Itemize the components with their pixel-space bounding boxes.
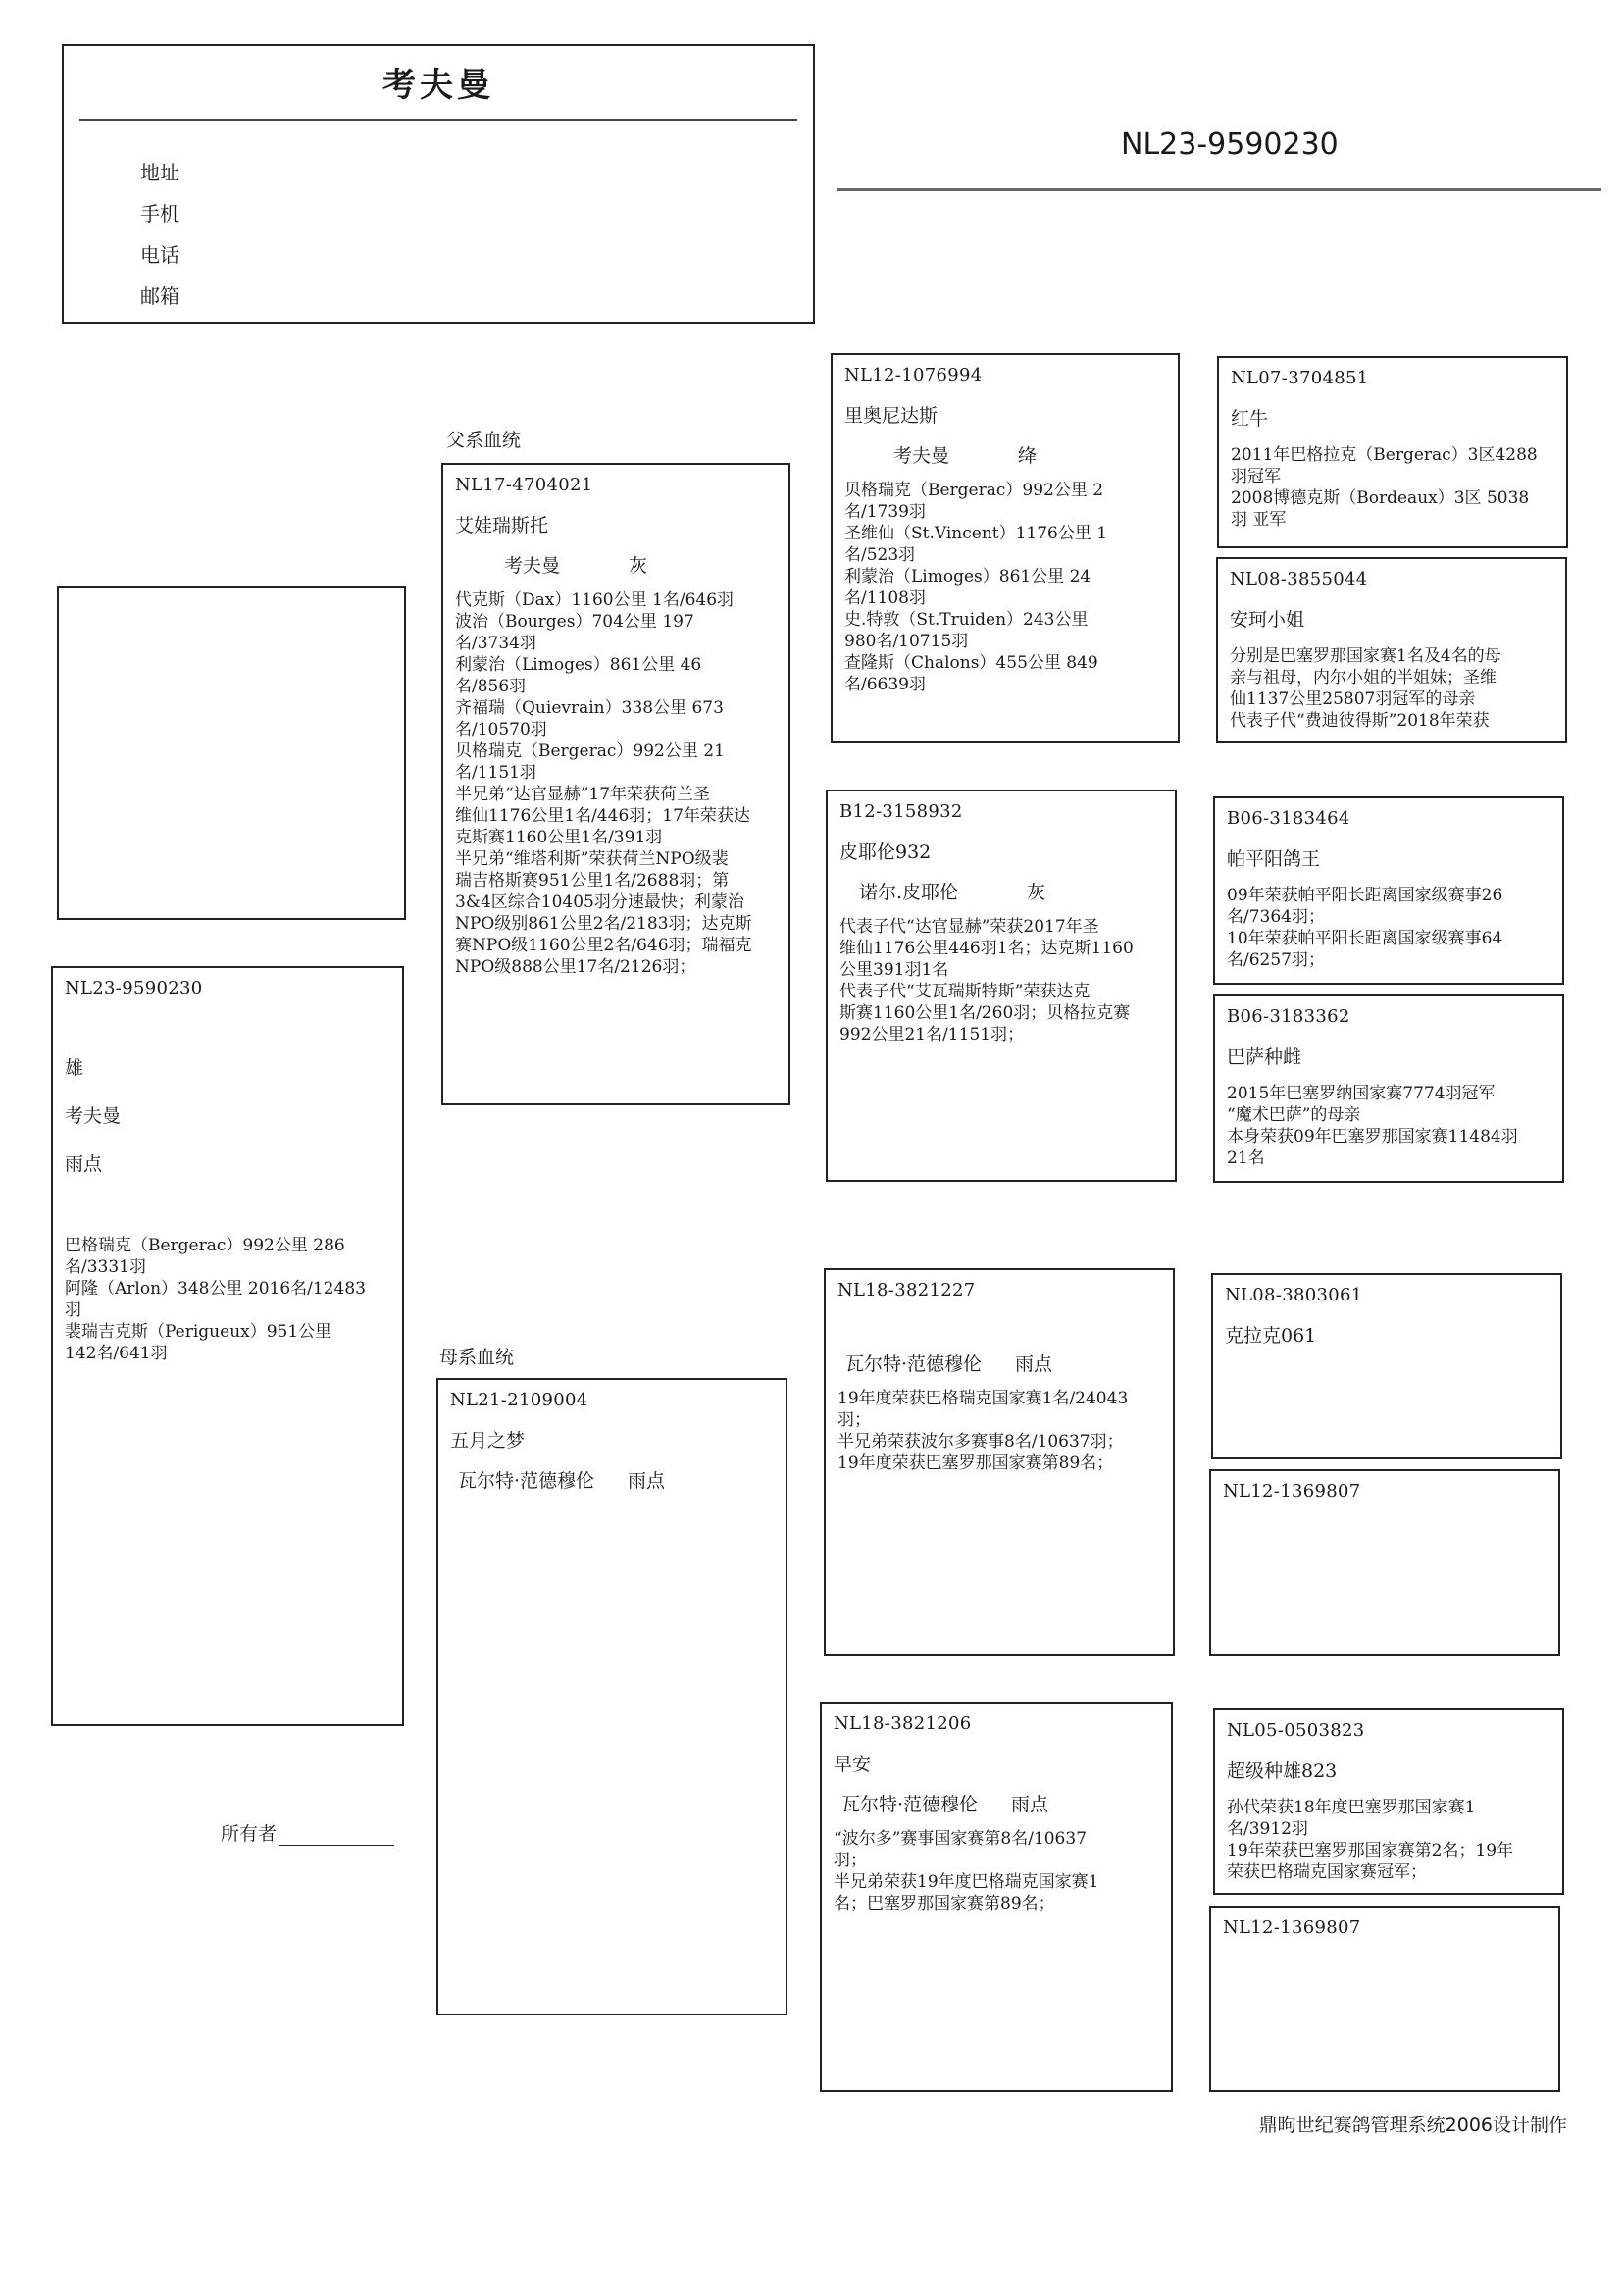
result-line: 利蒙治（Limoges）861公里 46 bbox=[455, 655, 702, 675]
ds-results bbox=[837, 1388, 1161, 1474]
top-right-rule bbox=[837, 188, 1601, 191]
dd-results bbox=[834, 1828, 1159, 1914]
dam-owner-color bbox=[458, 1466, 774, 1493]
result-line: 贝格瑞克（Bergerac）992公里 21 bbox=[455, 741, 725, 761]
sire-owner: 考夫曼 bbox=[504, 555, 561, 577]
result-line: 142名/641羽 bbox=[65, 1344, 168, 1363]
sds-results bbox=[1227, 885, 1550, 971]
ds-owner-color bbox=[845, 1350, 1161, 1376]
sd-card bbox=[826, 790, 1177, 1182]
result-line: 半兄弟荣获波尔多赛事8名/10637羽； bbox=[837, 1432, 1124, 1452]
result-line: 荣获巴格瑞克国家赛冠军； bbox=[1227, 1862, 1427, 1882]
result-line: 2011年巴格拉克（Bergerac）3区4288 bbox=[1231, 445, 1538, 465]
ddd-ring: NL12-1369807 bbox=[1223, 1917, 1361, 1938]
dam-ring: NL21-2109004 bbox=[450, 1390, 588, 1410]
result-line: 名/3912羽 bbox=[1227, 1819, 1308, 1839]
subject-results bbox=[65, 1235, 390, 1364]
result-line: 名/1108羽 bbox=[844, 588, 926, 608]
dd-owner-color bbox=[841, 1790, 1159, 1816]
result-line: 代表子代“达官显赫”荣获2017年圣 bbox=[839, 917, 1099, 937]
dd-color: 雨点 bbox=[1011, 1794, 1049, 1815]
result-line: 齐福瑞（Quievrain）338公里 673 bbox=[455, 698, 724, 718]
owner-blank-line bbox=[279, 1827, 394, 1846]
result-line: 名/3331羽 bbox=[65, 1257, 146, 1277]
sdd-name: 巴萨种雌 bbox=[1227, 1046, 1302, 1068]
dam-line-label: 母系血统 bbox=[439, 1347, 515, 1368]
mobile-label: 手机 bbox=[140, 202, 179, 226]
sdd-ring: B06-3183362 bbox=[1227, 1006, 1350, 1027]
sd-owner: 诺尔.皮耶伦 bbox=[859, 882, 959, 903]
sd-color: 灰 bbox=[1027, 882, 1046, 903]
subject-owner: 考夫曼 bbox=[65, 1105, 122, 1127]
email-label: 邮箱 bbox=[140, 284, 179, 308]
result-line: 名/1151羽 bbox=[455, 763, 536, 783]
sd-owner-color bbox=[859, 878, 1163, 904]
dds-ring: NL05-0503823 bbox=[1227, 1720, 1365, 1741]
result-line: 名/523羽 bbox=[844, 545, 916, 565]
result-line: 公里391羽1名 bbox=[839, 960, 949, 980]
photo-frame bbox=[57, 586, 406, 920]
ds-owner: 瓦尔特·范德穆伦 bbox=[845, 1353, 983, 1375]
ss-owner: 考夫曼 bbox=[893, 445, 950, 467]
result-line: 斯赛1160公里1名/260羽；贝格拉克赛 bbox=[839, 1003, 1131, 1023]
subject-sex: 雄 bbox=[65, 1057, 84, 1079]
result-line: 名/6639羽 bbox=[844, 675, 926, 694]
dam-owner: 瓦尔特·范德穆伦 bbox=[458, 1470, 595, 1492]
sds-card bbox=[1213, 796, 1564, 985]
sss-name: 红牛 bbox=[1231, 408, 1269, 430]
sire-color: 灰 bbox=[629, 555, 648, 577]
result-line: 利蒙治（Limoges）861公里 24 bbox=[844, 567, 1091, 586]
sss-results bbox=[1231, 444, 1554, 531]
owner-label: 所有者 bbox=[221, 1823, 278, 1845]
subject-ring: NL23-9590230 bbox=[65, 978, 203, 998]
result-line: 10年荣获帕平阳长距离国家级赛事64 bbox=[1227, 929, 1503, 948]
dds-name: 超级种雄823 bbox=[1227, 1760, 1338, 1782]
subject-color: 雨点 bbox=[65, 1153, 103, 1175]
dsd-card bbox=[1209, 1469, 1560, 1656]
result-line: 09年荣获帕平阳长距离国家级赛事26 bbox=[1227, 886, 1503, 905]
sire-card bbox=[441, 463, 790, 1105]
result-line: 赛NPO级1160公里2名/646羽；瑞福克 bbox=[455, 936, 752, 955]
result-line: 维仙1176公里1名/446羽；17年荣获达 bbox=[455, 806, 750, 826]
result-line: 980名/10715羽 bbox=[844, 632, 969, 651]
result-line: 亲与祖母，内尔小姐的半姐妹；圣维 bbox=[1230, 668, 1497, 688]
sd-ring: B12-3158932 bbox=[839, 801, 963, 822]
result-line: “波尔多”赛事国家赛第8名/10637 bbox=[834, 1829, 1088, 1849]
result-line: 羽冠军 bbox=[1231, 467, 1281, 486]
result-line: 巴格瑞克（Bergerac）992公里 286 bbox=[65, 1236, 345, 1255]
ss-ring: NL12-1076994 bbox=[844, 365, 983, 385]
result-line: 半兄弟“达官显赫”17年荣获荷兰圣 bbox=[455, 785, 711, 804]
sdd-card bbox=[1213, 994, 1564, 1183]
subject-card bbox=[51, 966, 404, 1726]
result-line: NPO级别861公里2名/2183羽；达克斯 bbox=[455, 914, 752, 934]
owner-header-box bbox=[62, 44, 815, 324]
sire-line-label: 父系血统 bbox=[446, 430, 522, 451]
ds-ring: NL18-3821227 bbox=[837, 1280, 976, 1300]
result-line: 名/1739羽 bbox=[844, 502, 926, 522]
sds-ring: B06-3183464 bbox=[1227, 808, 1350, 829]
ds-color: 雨点 bbox=[1015, 1353, 1053, 1375]
result-line: 羽； bbox=[834, 1851, 867, 1870]
ss-card bbox=[831, 353, 1180, 743]
result-line: 史.特敦（St.Truiden）243公里 bbox=[844, 610, 1089, 630]
result-line: 孙代荣获18年度巴塞罗那国家赛1 bbox=[1227, 1798, 1476, 1817]
result-line: 代克斯（Dax）1160公里 1名/646羽 bbox=[455, 590, 735, 610]
owner-signature bbox=[221, 1819, 394, 1846]
dam-name: 五月之梦 bbox=[450, 1430, 526, 1452]
result-line: 名/7364羽； bbox=[1227, 907, 1325, 927]
ss-name: 里奥尼达斯 bbox=[844, 405, 939, 427]
dss-card bbox=[1211, 1273, 1562, 1459]
result-line: 仙1137公里25807羽冠军的母亲 bbox=[1230, 689, 1476, 709]
result-line: 名；巴塞罗那国家赛第89名； bbox=[834, 1894, 1055, 1913]
result-line: 本身荣获09年巴塞罗那国家赛11484羽 bbox=[1227, 1127, 1518, 1147]
ssd-card bbox=[1216, 557, 1567, 743]
dds-results bbox=[1227, 1797, 1550, 1883]
result-line: 羽 亚军 bbox=[1231, 510, 1287, 530]
result-line: 代表子代“艾瓦瑞斯特斯”荣获达克 bbox=[839, 982, 1091, 1001]
result-line: 贝格瑞克（Bergerac）992公里 2 bbox=[844, 481, 1104, 500]
ddd-card bbox=[1209, 1906, 1560, 2092]
sd-results bbox=[839, 916, 1163, 1045]
result-line: 名/6257羽； bbox=[1227, 950, 1325, 970]
dd-name: 早安 bbox=[834, 1754, 872, 1775]
sds-name: 帕平阳鸽王 bbox=[1227, 848, 1321, 870]
sire-name: 艾娃瑞斯托 bbox=[455, 515, 549, 536]
result-line: 半兄弟荣获19年度巴格瑞克国家赛1 bbox=[834, 1872, 1099, 1892]
result-line: 19年荣获巴塞罗那国家赛第2名；19年 bbox=[1227, 1841, 1514, 1861]
result-line: 裴瑞吉克斯（Perigueux）951公里 bbox=[65, 1322, 332, 1342]
dss-name: 克拉克061 bbox=[1225, 1325, 1317, 1347]
sss-ring: NL07-3704851 bbox=[1231, 368, 1369, 388]
result-line: 21名 bbox=[1227, 1148, 1265, 1168]
dam-color: 雨点 bbox=[628, 1470, 666, 1492]
sd-name: 皮耶伦932 bbox=[839, 841, 932, 863]
result-line: 半兄弟“维塔利斯”荣获荷兰NPO级裴 bbox=[455, 849, 729, 869]
dd-card bbox=[820, 1702, 1173, 2092]
result-line: 2015年巴塞罗纳国家赛7774羽冠军 bbox=[1227, 1084, 1496, 1103]
dsd-ring: NL12-1369807 bbox=[1223, 1481, 1361, 1502]
result-line: 查隆斯（Chalons）455公里 849 bbox=[844, 653, 1098, 673]
ssd-name: 安珂小姐 bbox=[1230, 609, 1305, 631]
result-line: 代表子代“费迪彼得斯”2018年荣获 bbox=[1230, 711, 1490, 731]
owner-title: 考夫曼 bbox=[382, 66, 494, 105]
result-line: 名/856羽 bbox=[455, 677, 527, 696]
result-line: 2008博德克斯（Bordeaux）3区 5038 bbox=[1231, 488, 1530, 508]
result-line: 992公里21名/1151羽； bbox=[839, 1025, 1025, 1045]
result-line: 名/3734羽 bbox=[455, 634, 536, 653]
ssd-ring: NL08-3855044 bbox=[1230, 569, 1368, 589]
result-line: 3&4区综合10405羽分速最快；利蒙治 bbox=[455, 892, 744, 912]
result-line: NPO级888公里17名/2126羽； bbox=[455, 957, 696, 977]
sss-card bbox=[1217, 356, 1568, 548]
contact-labels bbox=[140, 152, 179, 317]
ss-results bbox=[844, 480, 1166, 695]
result-line: 阿隆（Arlon）348公里 2016名/12483 bbox=[65, 1279, 366, 1299]
ds-card bbox=[824, 1268, 1175, 1656]
result-line: 羽； bbox=[837, 1410, 871, 1430]
dds-card bbox=[1213, 1708, 1564, 1895]
ss-owner-color bbox=[893, 441, 1166, 468]
result-line: 维仙1176公里446羽1名；达克斯1160 bbox=[839, 939, 1134, 958]
result-line: 19年度荣获巴格瑞克国家赛1名/24043 bbox=[837, 1389, 1129, 1408]
result-line: 瑞吉格斯赛951公里1名/2688羽；第 bbox=[455, 871, 730, 891]
sire-ring: NL17-4704021 bbox=[455, 475, 593, 495]
dd-ring: NL18-3821206 bbox=[834, 1713, 972, 1734]
result-line: 19年度荣获巴塞罗那国家赛第89名； bbox=[837, 1453, 1114, 1473]
footer-credit: 鼎昫世纪赛鸽管理系统2006设计制作 bbox=[1258, 2115, 1567, 2136]
sire-results bbox=[455, 589, 777, 978]
dss-ring: NL08-3803061 bbox=[1225, 1285, 1363, 1305]
sire-owner-color bbox=[504, 551, 777, 578]
top-ring-number: NL23-9590230 bbox=[1121, 127, 1339, 162]
dd-owner: 瓦尔特·范德穆伦 bbox=[841, 1794, 979, 1815]
dam-card bbox=[436, 1378, 787, 2015]
result-line: 波治（Bourges）704公里 197 bbox=[455, 612, 694, 632]
result-line: “魔术巴萨”的母亲 bbox=[1227, 1105, 1361, 1125]
result-line: 圣维仙（St.Vincent）1176公里 1 bbox=[844, 524, 1108, 543]
header-divider bbox=[79, 119, 797, 121]
result-line: 分别是巴塞罗那国家赛1名及4名的母 bbox=[1230, 646, 1501, 666]
result-line: 名/10570羽 bbox=[455, 720, 547, 739]
result-line: 羽 bbox=[65, 1300, 81, 1320]
address-label: 地址 bbox=[140, 161, 179, 184]
ssd-results bbox=[1230, 645, 1553, 732]
ss-color: 绛 bbox=[1018, 445, 1038, 467]
result-line: 克斯赛1160公里1名/391羽 bbox=[455, 828, 663, 847]
phone-label: 电话 bbox=[140, 243, 179, 267]
sdd-results bbox=[1227, 1083, 1550, 1169]
